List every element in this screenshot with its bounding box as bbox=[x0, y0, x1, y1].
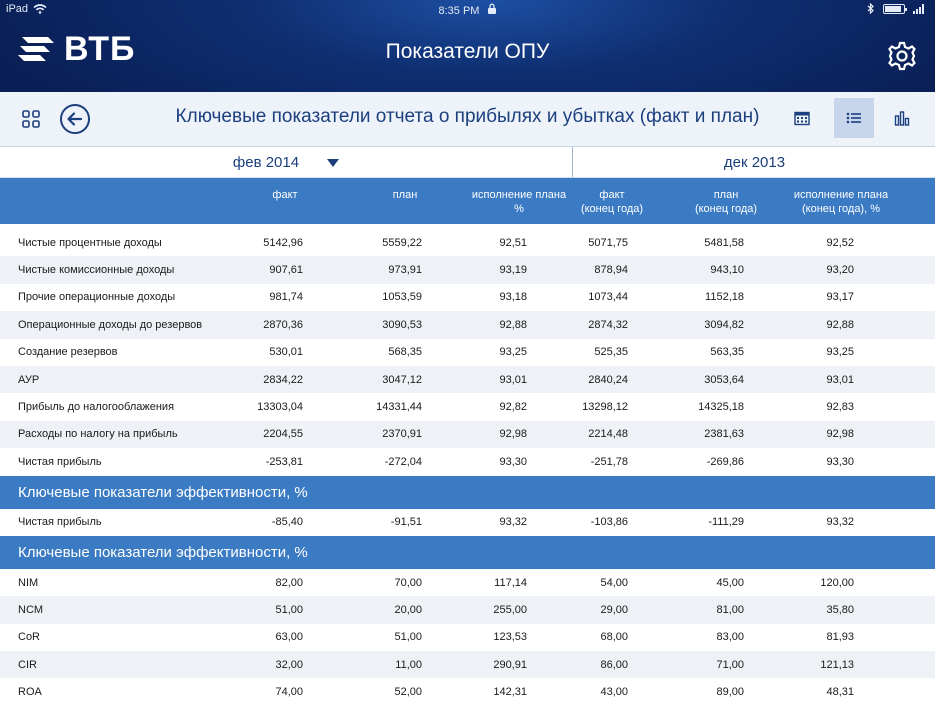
cell-value: 255,00 bbox=[493, 603, 527, 616]
table-row bbox=[0, 421, 935, 448]
cell-value: 93,19 bbox=[499, 264, 527, 277]
cell-value: 92,83 bbox=[826, 401, 854, 414]
cell-value: -251,78 bbox=[590, 455, 628, 468]
cell-value: 290,91 bbox=[493, 658, 527, 671]
table-row bbox=[0, 339, 935, 366]
column-header-line: план bbox=[392, 189, 418, 201]
selected-period: фев 2014 bbox=[232, 153, 300, 171]
column-header-line: исполнение плана bbox=[793, 189, 889, 201]
cell-value: 2204,55 bbox=[263, 428, 303, 441]
cell-value: 2834,22 bbox=[263, 373, 303, 386]
cell-value: 92,88 bbox=[499, 318, 527, 331]
bluetooth-icon bbox=[867, 3, 875, 14]
table-row bbox=[0, 569, 935, 596]
row-label: Прочие операционные доходы bbox=[18, 291, 176, 304]
cell-value: 3053,64 bbox=[704, 373, 744, 386]
back-button[interactable] bbox=[59, 103, 91, 135]
cell-value: 5142,96 bbox=[263, 236, 303, 249]
lock-icon bbox=[487, 3, 497, 14]
cell-value: 93,20 bbox=[826, 264, 854, 277]
period-selector bbox=[0, 147, 935, 178]
row-label: Создание резервов bbox=[18, 346, 118, 359]
cell-value: 45,00 bbox=[716, 576, 744, 589]
row-label: CoR bbox=[18, 631, 41, 644]
column-header bbox=[345, 188, 465, 202]
section-header: Ключевые показатели эффективности, % bbox=[0, 536, 935, 569]
cell-value: 13303,04 bbox=[257, 401, 303, 414]
cell-value: 29,00 bbox=[600, 603, 628, 616]
column-header-line: факт bbox=[272, 189, 298, 201]
cell-value: 93,18 bbox=[499, 291, 527, 304]
gear-icon bbox=[887, 41, 917, 71]
cell-value: 3090,53 bbox=[382, 318, 422, 331]
cell-value: -91,51 bbox=[390, 516, 422, 529]
column-header bbox=[552, 188, 672, 216]
cell-value: 93,32 bbox=[499, 516, 527, 529]
cell-value: 63,00 bbox=[275, 631, 303, 644]
row-label: NIM bbox=[18, 576, 39, 589]
cell-value: 43,00 bbox=[600, 686, 628, 699]
cell-value: 20,00 bbox=[394, 603, 422, 616]
cell-value: 92,98 bbox=[499, 428, 527, 441]
column-header-line: исполнение плана bbox=[471, 189, 567, 201]
app-header bbox=[0, 0, 935, 92]
cell-value: 120,00 bbox=[820, 576, 854, 589]
section-header: Ключевые показатели эффективности, % bbox=[0, 476, 935, 509]
row-label: Прибыль до налогооблажения bbox=[18, 401, 175, 414]
cell-value: 86,00 bbox=[600, 658, 628, 671]
indicators-table bbox=[0, 224, 935, 701]
cell-value: 14325,18 bbox=[698, 401, 744, 414]
cell-value: -111,29 bbox=[708, 516, 744, 529]
cell-value: 93,32 bbox=[826, 516, 854, 529]
cell-value: 93,25 bbox=[826, 346, 854, 359]
cell-value: 2214,48 bbox=[588, 428, 628, 441]
table-row bbox=[0, 509, 935, 536]
row-label: Операционные доходы до резервов bbox=[18, 318, 203, 331]
cell-value: 121,13 bbox=[820, 658, 854, 671]
list-view-button[interactable] bbox=[834, 98, 874, 138]
cell-value: 35,80 bbox=[826, 603, 854, 616]
table-row bbox=[0, 596, 935, 623]
compare-period-label: дек 2013 bbox=[723, 153, 786, 171]
cell-value: 981,74 bbox=[269, 291, 303, 304]
table-row bbox=[0, 678, 935, 701]
device-name: iPad bbox=[6, 3, 29, 15]
cell-value: 5481,58 bbox=[704, 236, 744, 249]
clock: 8:35 PM bbox=[438, 5, 480, 18]
app-title: Показатели ОПУ bbox=[385, 40, 550, 63]
cell-value: 2870,36 bbox=[263, 318, 303, 331]
row-label: NCM bbox=[18, 603, 44, 616]
column-header bbox=[666, 188, 786, 216]
cell-value: 93,01 bbox=[499, 373, 527, 386]
cell-value: 2840,24 bbox=[588, 373, 628, 386]
table-row bbox=[0, 311, 935, 338]
cell-value: 92,88 bbox=[826, 318, 854, 331]
cell-value: 907,61 bbox=[269, 264, 303, 277]
table-row bbox=[0, 284, 935, 311]
row-label: Чистая прибыль bbox=[18, 455, 102, 468]
chart-view-button[interactable] bbox=[882, 98, 922, 138]
cell-value: 93,25 bbox=[499, 346, 527, 359]
cell-value: 3094,82 bbox=[704, 318, 744, 331]
cell-value: 123,53 bbox=[493, 631, 527, 644]
cell-value: 1053,59 bbox=[382, 291, 422, 304]
cell-value: -103,86 bbox=[590, 516, 628, 529]
cell-value: 81,93 bbox=[826, 631, 854, 644]
settings-button[interactable] bbox=[887, 41, 917, 71]
cell-value: 973,91 bbox=[388, 264, 422, 277]
bar-chart-icon bbox=[894, 110, 910, 126]
cell-value: 93,17 bbox=[826, 291, 854, 304]
cell-value: 51,00 bbox=[275, 603, 303, 616]
row-label: АУР bbox=[18, 373, 40, 386]
signal-icon bbox=[913, 4, 925, 14]
table-row bbox=[0, 448, 935, 475]
cell-value: 13298,12 bbox=[582, 401, 628, 414]
menu-grid-button[interactable] bbox=[20, 108, 42, 130]
column-header bbox=[781, 188, 901, 216]
row-label: Чистые процентные доходы bbox=[18, 236, 162, 249]
column-header-line: % bbox=[514, 203, 524, 215]
table-row bbox=[0, 393, 935, 420]
cell-value: 93,30 bbox=[826, 455, 854, 468]
toolbar bbox=[0, 92, 935, 147]
column-header bbox=[225, 188, 345, 202]
cell-value: 142,31 bbox=[493, 686, 527, 699]
cell-value: 93,01 bbox=[826, 373, 854, 386]
cell-value: 530,01 bbox=[269, 346, 303, 359]
cell-value: 5559,22 bbox=[382, 236, 422, 249]
row-label: ROA bbox=[18, 686, 42, 699]
grid-icon bbox=[20, 108, 42, 130]
cell-value: 92,51 bbox=[499, 236, 527, 249]
table-row bbox=[0, 624, 935, 651]
table-row bbox=[0, 229, 935, 256]
cell-value: 92,82 bbox=[499, 401, 527, 414]
cell-value: 32,00 bbox=[275, 658, 303, 671]
cell-value: 2381,63 bbox=[704, 428, 744, 441]
cell-value: 51,00 bbox=[394, 631, 422, 644]
cell-value: 89,00 bbox=[716, 686, 744, 699]
column-header-line: (конец года) bbox=[580, 203, 644, 215]
logo-text: ВТБ bbox=[64, 29, 136, 68]
cell-value: 5071,75 bbox=[588, 236, 628, 249]
calendar-icon bbox=[794, 110, 810, 126]
row-label: Расходы по налогу на прибыль bbox=[18, 428, 178, 441]
cell-value: 1073,44 bbox=[588, 291, 628, 304]
row-label: Чистые комиссионные доходы bbox=[18, 264, 175, 277]
column-header-line: (конец года) bbox=[694, 203, 758, 215]
cell-value: 70,00 bbox=[394, 576, 422, 589]
row-label: CIR bbox=[18, 658, 37, 671]
dropdown-caret-icon bbox=[327, 159, 339, 167]
period-dropdown[interactable] bbox=[0, 147, 573, 177]
cell-value: 563,35 bbox=[710, 346, 744, 359]
calendar-view-button[interactable] bbox=[782, 98, 822, 138]
cell-value: 3047,12 bbox=[382, 373, 422, 386]
cell-value: 92,98 bbox=[826, 428, 854, 441]
cell-value: 525,35 bbox=[594, 346, 628, 359]
cell-value: 74,00 bbox=[275, 686, 303, 699]
cell-value: 11,00 bbox=[395, 658, 422, 671]
cell-value: 117,14 bbox=[494, 576, 527, 589]
cell-value: -269,86 bbox=[706, 455, 744, 468]
page-title: Ключевые показатели отчета о прибылях и убытках (факт и план) bbox=[175, 106, 760, 127]
cell-value: -272,04 bbox=[384, 455, 422, 468]
status-bar bbox=[0, 0, 935, 18]
cell-value: 71,00 bbox=[716, 658, 744, 671]
cell-value: 2370,91 bbox=[382, 428, 422, 441]
table-header bbox=[0, 178, 935, 224]
list-icon bbox=[846, 111, 862, 125]
column-header-line: факт bbox=[599, 189, 625, 201]
cell-value: 83,00 bbox=[716, 631, 744, 644]
cell-value: 48,31 bbox=[826, 686, 854, 699]
cell-value: 14331,44 bbox=[376, 401, 422, 414]
cell-value: 93,30 bbox=[499, 455, 527, 468]
cell-value: 878,94 bbox=[594, 264, 628, 277]
cell-value: 2874,32 bbox=[588, 318, 628, 331]
column-header-line: план bbox=[713, 189, 739, 201]
cell-value: 943,10 bbox=[710, 264, 744, 277]
table-row bbox=[0, 651, 935, 678]
cell-value: 52,00 bbox=[394, 686, 422, 699]
cell-value: 92,52 bbox=[826, 236, 854, 249]
cell-value: -253,81 bbox=[265, 455, 303, 468]
battery-icon bbox=[883, 4, 905, 14]
cell-value: 1152,18 bbox=[705, 291, 744, 304]
table-row bbox=[0, 366, 935, 393]
cell-value: 568,35 bbox=[388, 346, 422, 359]
column-header-line: (конец года), % bbox=[801, 203, 880, 215]
cell-value: 82,00 bbox=[275, 576, 303, 589]
row-label: Чистая прибыль bbox=[18, 516, 102, 529]
table-row bbox=[0, 256, 935, 283]
arrow-left-icon bbox=[59, 103, 91, 135]
compare-period bbox=[574, 147, 935, 177]
cell-value: 68,00 bbox=[600, 631, 628, 644]
cell-value: 54,00 bbox=[600, 576, 628, 589]
cell-value: 81,00 bbox=[716, 603, 744, 616]
cell-value: -85,40 bbox=[271, 516, 303, 529]
